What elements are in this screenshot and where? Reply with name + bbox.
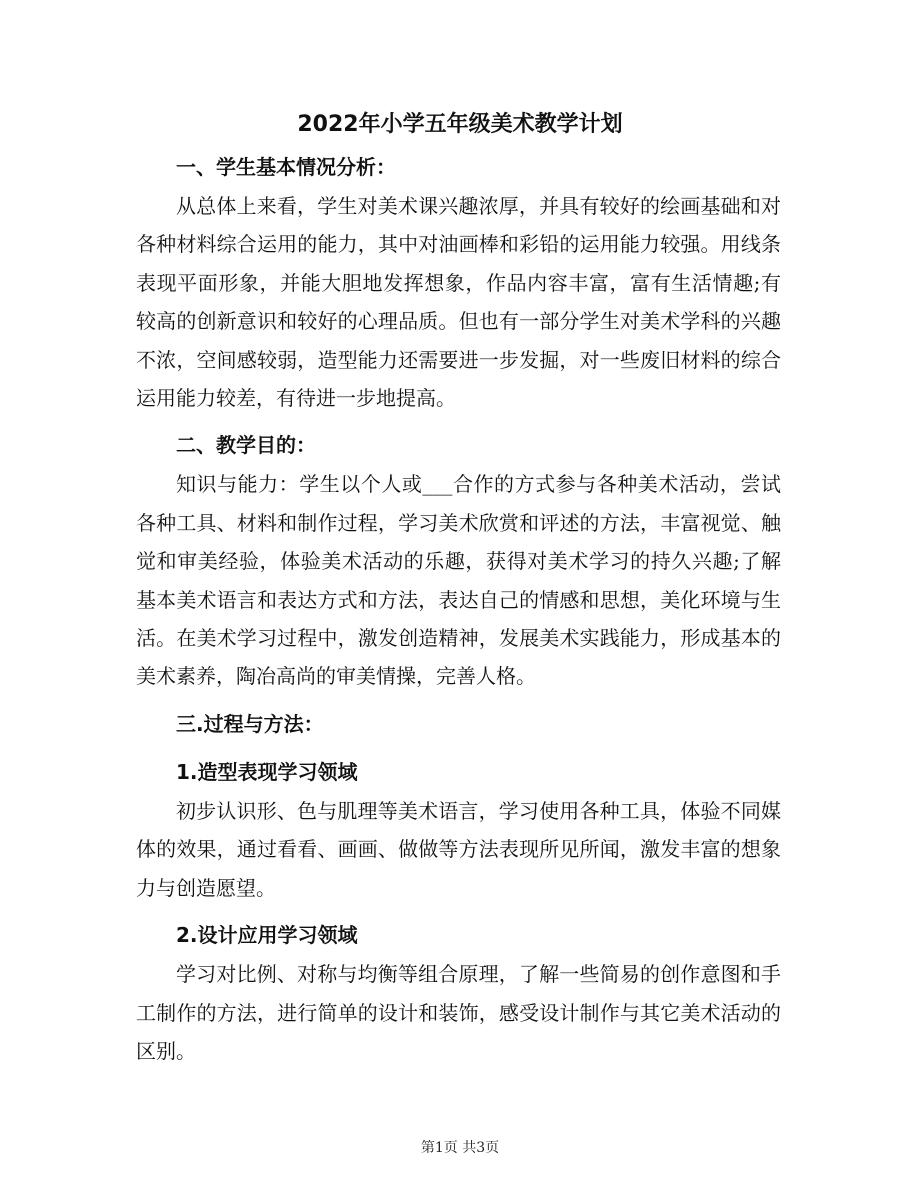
section-heading-modeling-expression: 1.造型表现学习领域 xyxy=(176,759,358,784)
section-paragraph-modeling-expression: 初步认识形、色与肌理等美术语言，学习使用各种工具，体验不同媒体的效果，通过看看、画画、做做等方法表现所见所闻，激发丰富的想象力与创造愿望。 xyxy=(136,798,781,900)
section-heading-teaching-goals: 二、教学目的： xyxy=(176,433,316,458)
section-heading-design-application: 2.设计应用学习领域 xyxy=(176,923,358,948)
section-heading-process-methods: 三.过程与方法： xyxy=(176,711,324,736)
section-paragraph-student-analysis: 从总体上来看，学生对美术课兴趣浓厚，并具有较好的绘画基础和对各种材料综合运用的能力，其中对油画棒和彩铅的运用能力较强。用线条表现平面形象，并能大胆地发挥想象，作品内容丰富，富有生活情趣;有较高的创新意识和较好的心理品质。但也有一部分学生对美术学科的兴趣不浓，空间感较弱，造型能力还需要进一步发掘，对一些废旧材料的综合运用能力较差，有待进一步地提高。 xyxy=(136,194,781,411)
section-heading-student-analysis: 一、学生基本情况分析： xyxy=(176,155,396,179)
section-paragraph-teaching-goals: 知识与能力：学生以个人或___合作的方式参与各种美术活动，尝试各种工具、材料和制作过程，学习美术欣赏和评述的方法，丰富视觉、触觉和审美经验，体验美术活动的乐趣，获得对美术学习的持久兴趣;了解基本美术语言和表达方式和方法，表达自己的情感和思想，美化环境与生活。在美术学习过程中，激发创造精神，发展美术实践能力，形成基本的美术素养，陶冶高尚的审美情操，完善人格。 xyxy=(136,472,781,689)
document-body xyxy=(136,147,781,1072)
page-number-footer: 第1页 共3页 xyxy=(420,1140,500,1156)
section-paragraph-design-application: 学习对比例、对称与均衡等组合原理，了解一些简易的创作意图和手工制作的方法，进行简单的设计和装饰，感受设计制作与其它美术活动的区别。 xyxy=(136,962,781,1063)
document-title: 2022年小学五年级美术教学计划 xyxy=(297,112,623,137)
